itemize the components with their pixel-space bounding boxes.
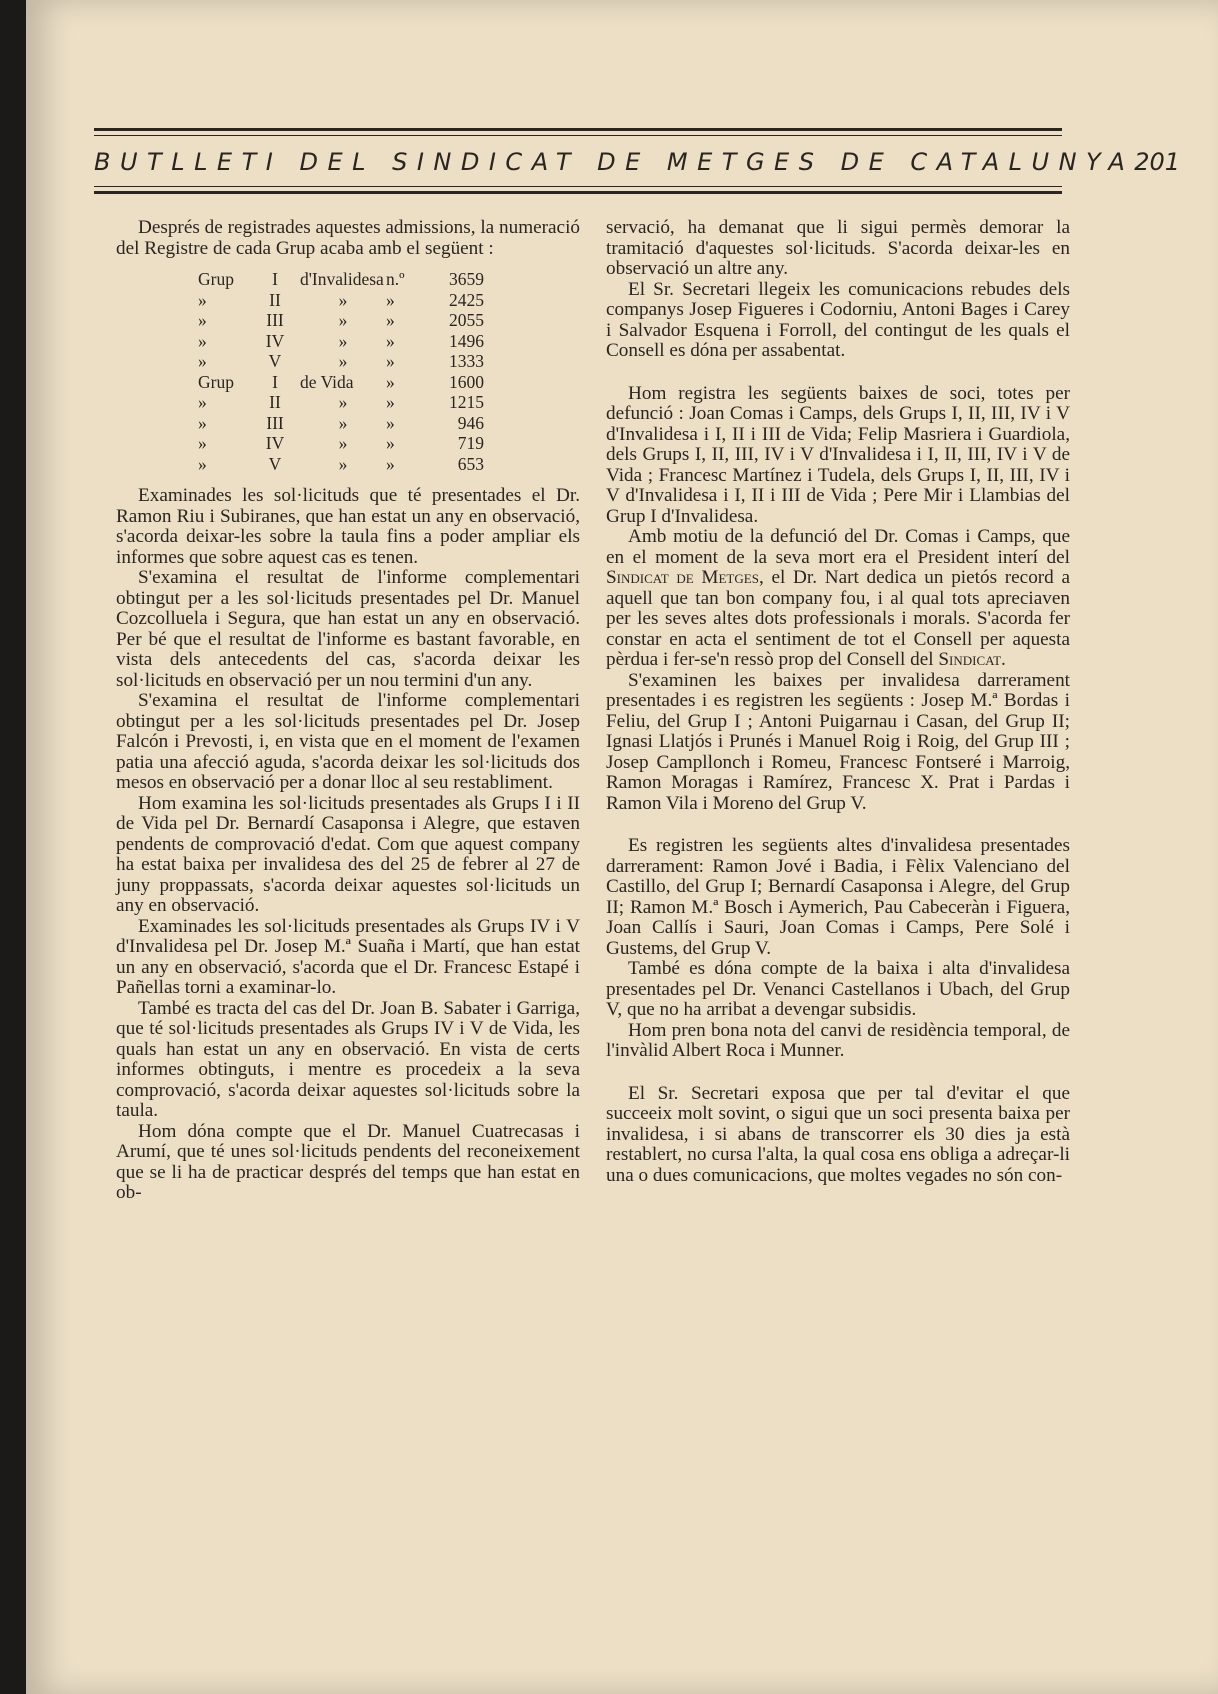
registry-cell-grup: » bbox=[198, 412, 207, 433]
registry-cell-ref: n.º bbox=[386, 269, 405, 289]
registry-table bbox=[116, 269, 484, 474]
registry-cell-grup: » bbox=[198, 289, 207, 310]
registry-row bbox=[116, 310, 484, 331]
registry-cell-ref: » bbox=[386, 433, 395, 453]
registry-cell-grup: » bbox=[198, 433, 207, 453]
paragraph: Hom pren bona nota del canvi de residència temporal, de l'invàlid Albert Roca i Munner. bbox=[606, 1019, 1070, 1061]
registry-row bbox=[116, 351, 484, 372]
registry-cell-num: IV bbox=[265, 330, 285, 351]
small-caps-text: Sindicat bbox=[938, 649, 1002, 670]
registry-cell-valor: 719 bbox=[457, 433, 484, 453]
registry-cell-grup: » bbox=[198, 351, 207, 371]
registry-body bbox=[116, 269, 484, 474]
paragraph: Examinades les sol·licituds presentades als Grups IV i V d'Invalidesa pel Dr. Josep M.ª Suaña i Martí, que han estat un any en observació, s'acorda que el Dr. Francesc Estapé i Pañellas torni a examinar-lo. bbox=[116, 915, 580, 998]
registry-cell-tipus: » bbox=[338, 412, 348, 433]
paragraph: El Sr. Secretari exposa que per tal d'evitar el que succeeix molt sovint, o sigui que un soci presenta baixa per invalidesa, i si abans de transcorrer els 30 dies ja està restablert, no cursa l'alta, la qual cosa ens obliga a adreçar-li una o dues comunicacions, que moltes vegades no són con- bbox=[606, 1082, 1070, 1186]
registry-row bbox=[116, 372, 484, 393]
registry-cell-grup: Grup bbox=[198, 269, 234, 289]
paragraph-text: Amb motiu de la defunció del Dr. Comas i Camps, que en el moment de la seva mort era el President interí del bbox=[606, 526, 1070, 568]
registry-row bbox=[116, 392, 484, 413]
paragraph: S'examina el resultat de l'informe complementari obtingut per a les sol·licituds presentades pel Dr. Josep Falcón i Prevosti, i, en vista que en el moment de l'examen patia una afecció aguda, s'acorda deixar les sol·licituds dos mesos en observació per a donar lloc al seu restabliment. bbox=[116, 690, 580, 793]
registry-row bbox=[116, 269, 484, 290]
header-bottom-rule-thin bbox=[94, 186, 1062, 187]
registry-cell-num: I bbox=[272, 371, 278, 392]
registry-cell-ref: » bbox=[386, 310, 395, 330]
paragraph bbox=[606, 527, 1070, 671]
paragraph: També es tracta del cas del Dr. Joan B. Sabater i Garriga, que té sol·licituds presentades als Grups IV i V de Vida, les quals han estat un any en observació. En vista de certs informes obtinguts, i mentre es procedeix a la seva comprovació, s'acorda deixar aquestes sol·licituds sobre la taula. bbox=[116, 997, 580, 1121]
header-row bbox=[94, 148, 1181, 176]
registry-cell-tipus: » bbox=[338, 433, 348, 453]
registry-cell-tipus: » bbox=[338, 392, 348, 412]
registry-cell-grup: » bbox=[198, 392, 207, 412]
registry-cell-tipus: » bbox=[338, 310, 348, 330]
registry-cell-num: V bbox=[268, 453, 282, 474]
registry-cell-num: III bbox=[266, 412, 284, 433]
header-top-rule bbox=[94, 128, 1062, 131]
paragraph: Hom examina les sol·licituds presentades als Grups I i II de Vida pel Dr. Bernardí Casaponsa i Alegre, que estaven pendents de comprovació d'edat. Com que aquest company ha estat baixa per invalidesa des del 25 de febrer al 27 de juny proppassats, s'acorda deixar aquestes sol·licituds un any en observació. bbox=[116, 792, 580, 916]
registry-cell-valor: 2055 bbox=[449, 310, 484, 330]
registry-cell-grup: Grup bbox=[198, 371, 234, 392]
registry-row bbox=[116, 454, 484, 475]
registry-cell-valor: 1600 bbox=[449, 371, 484, 392]
registry-cell-tipus: » bbox=[338, 289, 348, 310]
registry-cell-valor: 1215 bbox=[449, 392, 484, 412]
page-number: 201 bbox=[1134, 148, 1181, 176]
registry-cell-grup: » bbox=[198, 453, 207, 474]
registry-cell-tipus: » bbox=[338, 330, 348, 351]
registry-cell-grup: » bbox=[198, 310, 207, 330]
registry-cell-ref: » bbox=[386, 351, 395, 371]
registry-row bbox=[116, 433, 484, 454]
registry-row bbox=[116, 290, 484, 311]
registry-cell-tipus: » bbox=[338, 351, 348, 371]
left-column bbox=[116, 218, 580, 1204]
registry-cell-ref: » bbox=[386, 412, 395, 433]
journal-title: BUTLLETI DEL SINDICAT DE METGES DE CATALUNYA bbox=[94, 148, 1135, 176]
registry-cell-tipus: d'Invalidesa bbox=[300, 269, 384, 289]
registry-cell-ref: » bbox=[386, 453, 395, 474]
page-header bbox=[94, 128, 1181, 198]
registry-cell-valor: 653 bbox=[457, 453, 484, 474]
paragraph: Hom registra les següents baixes de soci, totes per defunció : Joan Comas i Camps, dels Grups I, II, III, IV i V d'Invalidesa i I, II i III de Vida; Felip Masriera i Guardiola, dels Grups I, II, III, IV i V d'Invalidesa i I, II, III, IV i V de Vida ; Francesc Martínez i Tudela, dels Grups I, II, III, IV i V d'Invalidesa i I, II i III de Vida ; Pere Mir i Llambias del Grup I d'Invalidesa. bbox=[606, 382, 1070, 527]
registry-cell-valor: 2425 bbox=[449, 289, 484, 310]
document-page bbox=[26, 0, 1218, 1694]
registry-cell-valor: 1333 bbox=[449, 351, 484, 371]
registry-cell-grup: » bbox=[198, 330, 207, 351]
paragraph: Després de registrades aquestes admissions, la numeració del Registre de cada Grup acaba amb el següent : bbox=[116, 217, 580, 259]
header-bottom-rule bbox=[94, 191, 1062, 194]
registry-row bbox=[116, 331, 484, 352]
registry-cell-tipus: de Vida bbox=[300, 371, 354, 392]
paragraph: S'examinen les baixes per invalidesa darrerament presentades i es registren les següents : Josep M.ª Bordas i Feliu, del Grup I ; Antoni Puigarnau i Casan, del Grup II; Ignasi Llatjós i Prunés i Manuel Roig i Roig, del Grup III ; Josep Campllonch i Romeu, Francesc Fontseré i Marroig, Ramon Moragas i Ramírez, Francesc X. Prat i Pardas i Ramon Vila i Moreno del Grup V. bbox=[606, 669, 1070, 814]
paragraph: El Sr. Secretari llegeix les comunicacions rebudes dels companys Josep Figueres i Codorniu, Antoni Bages i Carey i Salvador Esquena i Forroll, del contingut de les quals el Consell es dóna per assabentat. bbox=[606, 278, 1070, 361]
registry-cell-num: V bbox=[268, 351, 282, 371]
registry-cell-valor: 946 bbox=[457, 412, 484, 433]
registry-cell-valor: 1496 bbox=[449, 330, 484, 351]
registry-cell-num: III bbox=[266, 310, 284, 330]
registry-cell-num: II bbox=[269, 289, 281, 310]
registry-cell-num: II bbox=[269, 392, 281, 412]
registry-cell-ref: » bbox=[386, 289, 395, 310]
paragraph: servació, ha demanat que li sigui permès demorar la tramitació d'aquestes sol·licituds. S'acorda deixar-les en observació un altre any. bbox=[606, 217, 1070, 279]
paragraph: Hom dóna compte que el Dr. Manuel Cuatrecasas i Arumí, que té unes sol·licituds pendents del reconeixement que se li ha de practicar després del temps que han estat en ob- bbox=[116, 1120, 580, 1203]
paragraph-text: . bbox=[1001, 649, 1006, 670]
small-caps-text: Sindicat de Metges bbox=[606, 567, 759, 588]
registry-cell-num: IV bbox=[265, 433, 285, 453]
paragraph: Es registren les següents altes d'invalidesa presentades darrerament: Ramon Jové i Badia, i Fèlix Valenciano del Castillo, del Grup I; Bernardí Casaponsa i Alegre, del Grup II; Ramon M.ª Bosch i Aymerich, Pau Cabeceràn i Figuera, Joan Callís i Sauri, Joan Comas i Camps, Pere Solé i Gustems, del Grup V. bbox=[606, 835, 1070, 959]
paragraph-text: , el Dr. Nart dedica un pietós record a aquell que tan bon company fou, i al qual tots apreciaven per les seves altes dots professionals i morals. S'acorda fer constar en acta el sentiment de tot el Consell per aquesta pèrdua i fer-se'n ressò prop del Consell del bbox=[606, 567, 1070, 670]
paragraph: S'examina el resultat de l'informe complementari obtingut per a les sol·licituds presentades pel Dr. Manuel Cozcolluela i Segura, que han estat un any en observació. Per bé que el resultat de l'informe es bastant favorable, en vista dels antecedents del cas, s'acorda deixar les sol·licituds en observació per un nou termini d'un any. bbox=[116, 567, 580, 691]
registry-row bbox=[116, 413, 484, 434]
registry-cell-num: I bbox=[272, 269, 278, 289]
registry-cell-ref: » bbox=[386, 371, 395, 392]
registry-cell-valor: 3659 bbox=[449, 269, 484, 289]
registry-cell-ref: » bbox=[386, 330, 395, 351]
header-top-rule-thin bbox=[94, 135, 1062, 136]
right-column bbox=[606, 218, 1070, 1186]
paragraph: També es dóna compte de la baixa i alta d'invalidesa presentades pel Dr. Venanci Castellanos i Ubach, del Grup V, que no ha arribat a devengar subsidis. bbox=[606, 958, 1070, 1020]
registry-cell-ref: » bbox=[386, 392, 395, 412]
registry-cell-tipus: » bbox=[338, 453, 348, 474]
paragraph: Examinades les sol·licituds que té presentades el Dr. Ramon Riu i Subiranes, que han estat un any en observació, s'acorda deixar-les sobre la taula fins a poder ampliar els informes que sobre aquest cas es tenen. bbox=[116, 485, 580, 568]
